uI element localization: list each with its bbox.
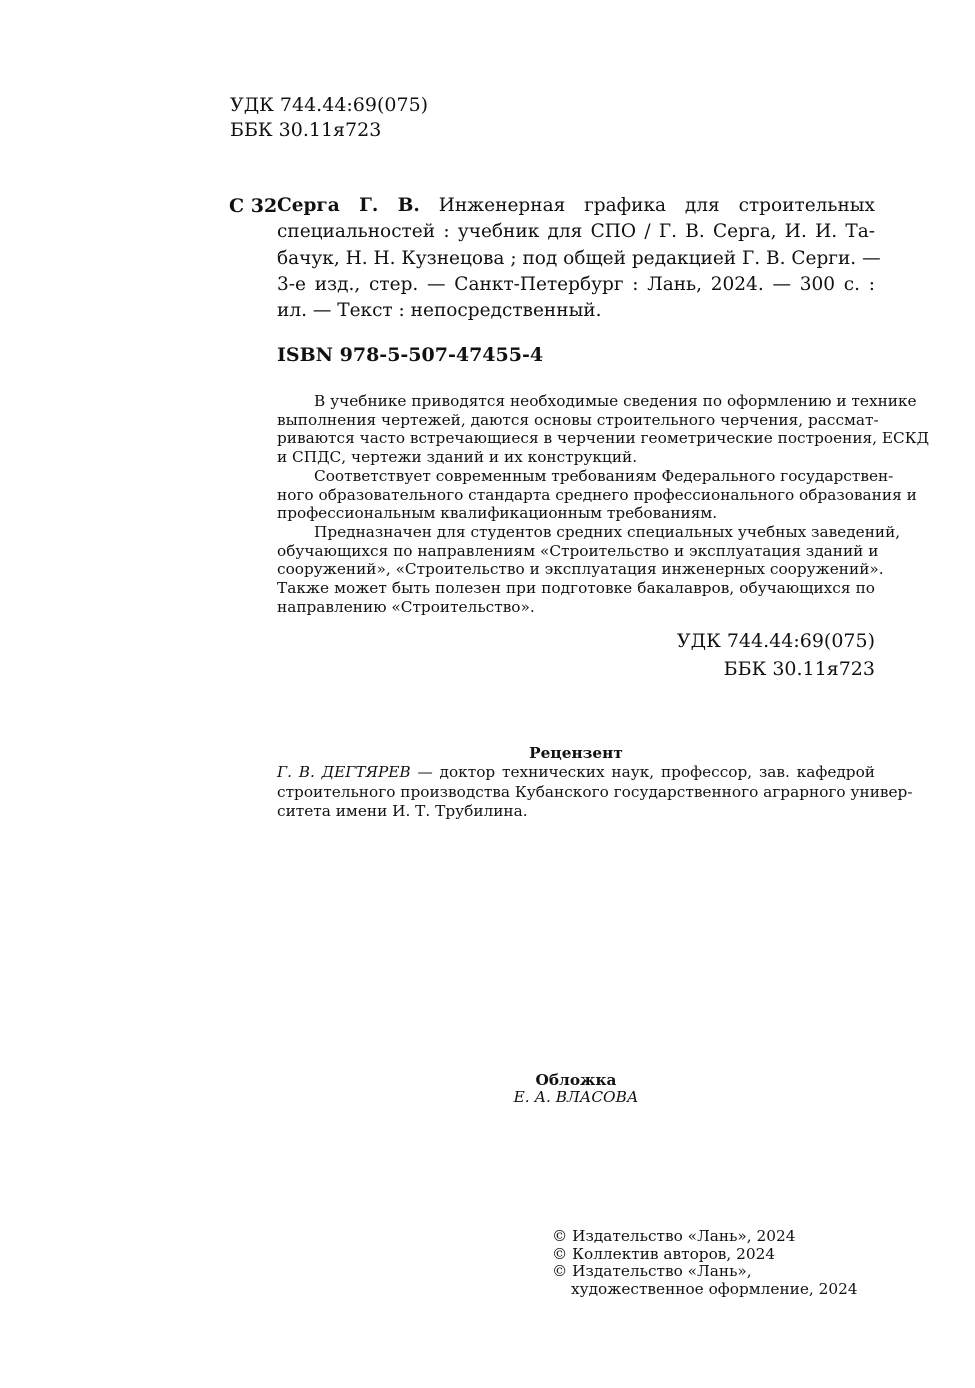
reviewer-line: строительного производства Кубанского государственного аграрного универ- bbox=[277, 782, 913, 801]
bbk-code: ББК 30.11я723 bbox=[723, 658, 875, 680]
udk-code: УДК 744.44:69(075) bbox=[676, 630, 875, 652]
entry-author: Серга Г. В. bbox=[277, 195, 420, 216]
entry-line: специальностей : учебник для СПО / Г. В. Серга, И. И. Та- bbox=[277, 221, 875, 243]
cover-heading: Обложка bbox=[535, 1071, 617, 1089]
annotation-line: Предназначен для студентов средних специальных учебных заведений, bbox=[314, 522, 901, 541]
annotation-line: профессиональным квалификационным требованиям. bbox=[277, 504, 718, 523]
annotation-line: Также может быть полезен при подготовке бакалавров, обучающихся по bbox=[277, 579, 875, 598]
bbk-code: ББК 30.11я723 bbox=[230, 119, 382, 141]
reviewer-line: Г. В. ДЕГТЯРЕВ — доктор технических наук, профессор, зав. кафедрой bbox=[277, 763, 876, 781]
copyright-line: © Издательство «Лань», bbox=[552, 1262, 752, 1281]
annotation-line: ного образовательного стандарта среднего профессионального образования и bbox=[277, 485, 917, 504]
isbn: ISBN 978-5-507-47455-4 bbox=[277, 344, 544, 366]
copyright-line: © Издательство «Лань», 2024 bbox=[552, 1227, 796, 1245]
annotation-line: обучающихся по направлениям «Строительство и эксплуатация зданий и bbox=[277, 541, 879, 560]
entry-line: ил. — Текст : непосредственный. bbox=[277, 300, 602, 322]
udk-block-top bbox=[230, 93, 428, 143]
entry-line: Серга Г. В. Инженерная графика для строительных bbox=[277, 195, 875, 216]
copyright-block bbox=[552, 1228, 858, 1298]
bibliographic-entry bbox=[277, 193, 881, 324]
copyright-line: художественное оформление, 2024 bbox=[571, 1279, 858, 1298]
annotation-line: выполнения чертежей, даются основы строительного черчения, рассмат- bbox=[277, 410, 879, 429]
reviewer-block bbox=[277, 763, 913, 822]
annotation-line: Соответствует современным требованиям Федерального государствен- bbox=[314, 466, 894, 485]
entry-line: 3-е изд., стер. — Санкт-Петербург : Лань, 2024. — 300 с. : bbox=[277, 273, 875, 295]
annotation-line: направлению «Строительство». bbox=[277, 597, 535, 616]
entry-line: бачук, Н. Н. Кузнецова ; под общей редакцией Г. В. Серги. — bbox=[277, 247, 881, 269]
annotation-line: риваются часто встречающиеся в черчении геометрические построения, ЕСКД bbox=[277, 429, 930, 448]
annotation-line: В учебнике приводятся необходимые сведения по оформлению и технике bbox=[314, 392, 917, 410]
author-mark: С 32 bbox=[229, 195, 278, 217]
udk-block-bottom bbox=[677, 627, 875, 683]
annotation-line: сооружений», «Строительство и эксплуатация инженерных сооружений». bbox=[277, 560, 884, 579]
udk-code: УДК 744.44:69(075) bbox=[230, 94, 429, 116]
reviewer-heading: Рецензент bbox=[529, 744, 623, 762]
copyright-line: © Коллектив авторов, 2024 bbox=[552, 1244, 776, 1263]
annotation bbox=[277, 392, 930, 616]
reviewer-line: ситета имени И. Т. Трубилина. bbox=[277, 802, 528, 820]
cover-designer: Е. А. ВЛАСОВА bbox=[513, 1088, 639, 1106]
annotation-line: и СПДС, чертежи зданий и их конструкций. bbox=[277, 448, 638, 467]
reviewer-name: Г. В. ДЕГТЯРЕВ bbox=[277, 763, 411, 781]
